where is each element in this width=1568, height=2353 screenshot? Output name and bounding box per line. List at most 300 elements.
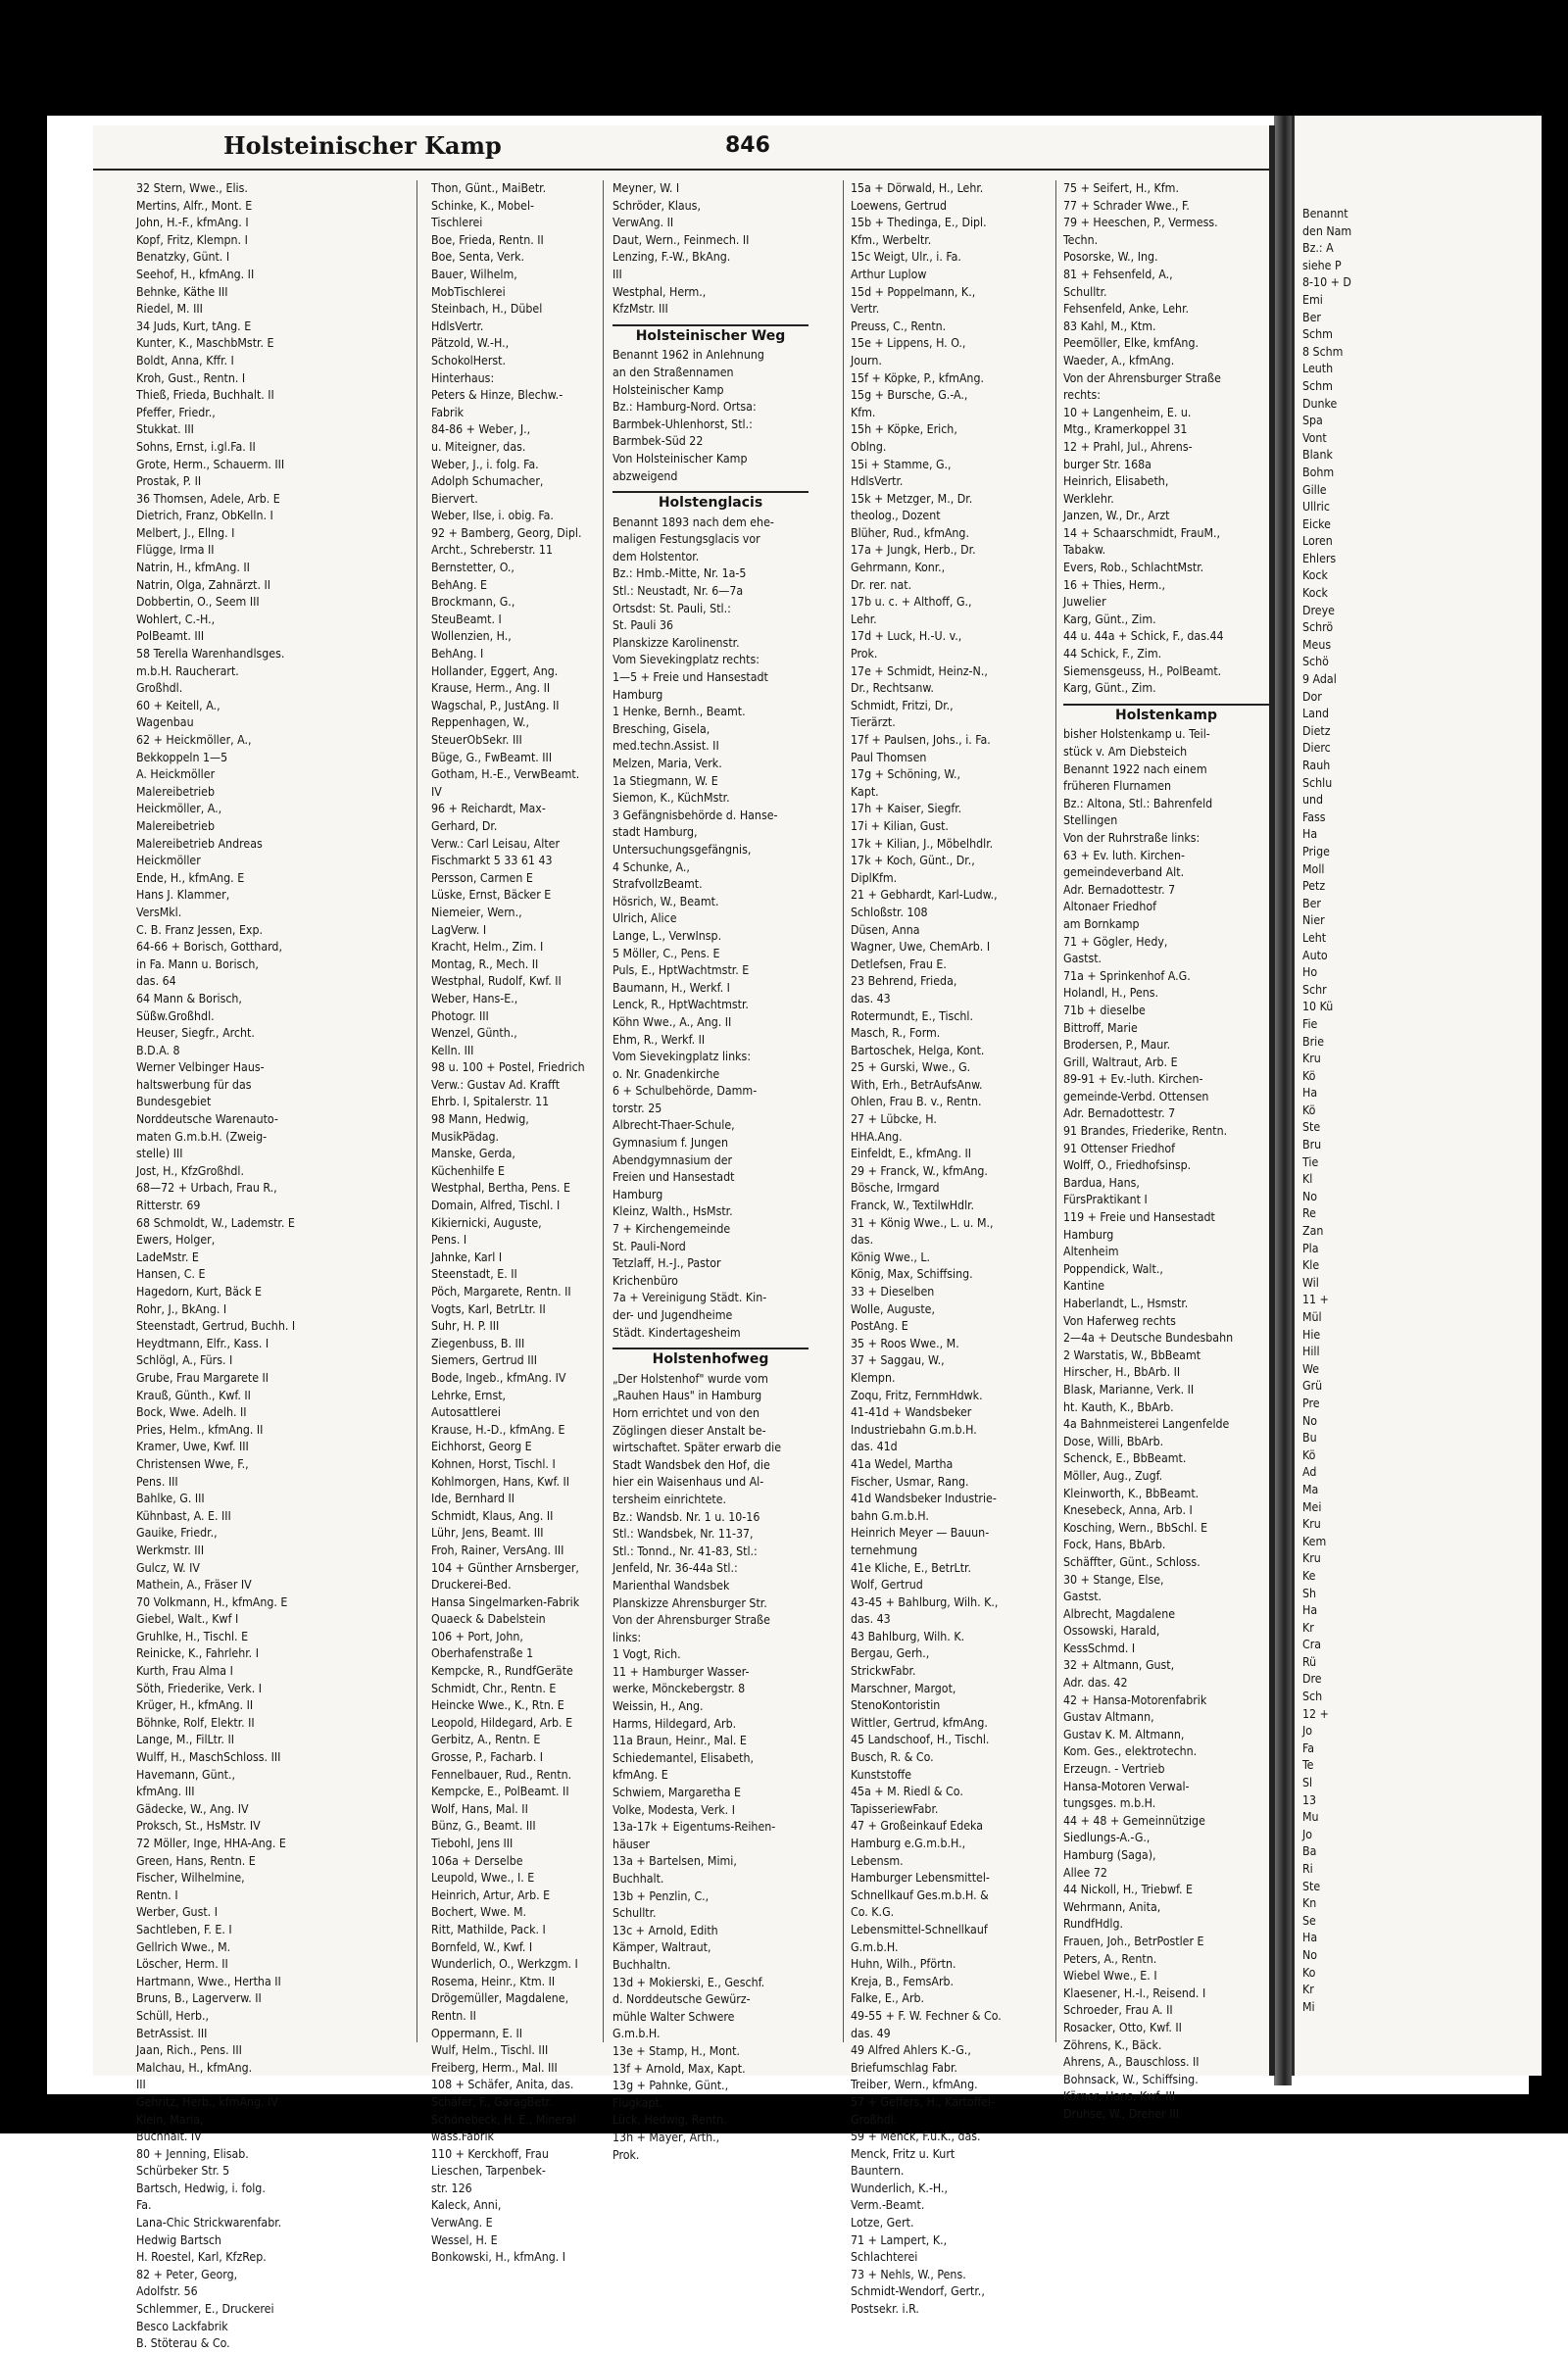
directory-entry-line: Schürbeker Str. 5: [136, 2164, 230, 2179]
directory-entry-line: tungsges. m.b.H.: [1063, 1796, 1156, 1811]
directory-entry-line: Leopold, Hildegard, Arb. E: [431, 1715, 573, 1730]
directory-entry-line: Gastst.: [1063, 1590, 1102, 1604]
directory-entry-line: Heickmöller, A.,: [136, 802, 222, 816]
directory-entry-line: Krause, Herm., Ang. II: [431, 681, 551, 696]
directory-page: [93, 125, 1269, 2351]
directory-entry-line: 15f + Köpke, P., kfmAng.: [851, 370, 984, 385]
directory-entry-line: 7 + Kirchengemeinde: [612, 1222, 731, 1237]
directory-entry-line: Thieß, Frieda, Buchhalt. II: [136, 388, 274, 403]
directory-entry-line: 17a + Jungk, Herb., Dr.: [851, 543, 976, 558]
directory-entry-line: Ber: [1302, 310, 1321, 324]
directory-entry-line: Wohlert, C.-H.,: [136, 612, 216, 626]
directory-entry-line: Planskizze Karolinenstr.: [612, 635, 740, 650]
directory-entry-line: Zan: [1302, 1224, 1324, 1239]
directory-entry-line: 1—5 + Freie und Hansestadt: [612, 670, 768, 685]
directory-entry-line: Bohm: [1302, 465, 1335, 479]
directory-entry-line: Gotham, H.-E., VerwBeamt.: [431, 767, 580, 782]
directory-entry-line: Re: [1302, 1206, 1316, 1221]
directory-entry-line: Ziegenbuss, B. III: [431, 1336, 525, 1350]
directory-entry-line: med.techn.Assist. II: [612, 739, 719, 754]
directory-entry-line: Rosema, Heinr., Ktm. II: [431, 1974, 556, 1988]
directory-entry-line: der- und Jugendheime: [612, 1308, 733, 1322]
directory-entry-line: Fa.: [136, 2198, 152, 2213]
directory-entry-line: Sh: [1302, 1586, 1317, 1600]
directory-entry-line: Großhdl.: [136, 681, 183, 696]
directory-entry-line: 1a Stiegmann, W. E: [612, 773, 718, 788]
directory-entry-line: Ba: [1302, 1844, 1317, 1859]
directory-entry-line: Marienthal Wandsbek: [612, 1578, 730, 1593]
directory-entry-line: Wulf, Helm., Tischl. III: [431, 2043, 549, 2058]
directory-entry-line: Ulrich, Alice: [612, 911, 677, 926]
directory-entry-line: Wagenbau: [136, 715, 194, 730]
directory-entry-line: „Rauhen Haus" in Hamburg: [612, 1389, 762, 1403]
directory-entry-line: dem Holstentor.: [612, 549, 700, 564]
directory-entry-line: Kunter, K., MaschbMstr. E: [136, 336, 274, 351]
directory-entry-line: Kö: [1302, 1103, 1316, 1117]
directory-entry-line: 89-91 + Ev.-luth. Kirchen-: [1063, 1072, 1203, 1087]
page-number: 846: [725, 133, 770, 158]
directory-entry-line: 82 + Peter, Georg,: [136, 2267, 238, 2281]
directory-entry-line: Zöglingen dieser Anstalt be-: [612, 1423, 766, 1438]
directory-entry-line: 62 + Heickmöller, A.,: [136, 733, 252, 747]
directory-entry-line: B.D.A. 8: [136, 1043, 180, 1057]
directory-entry-line: Leupold, Wwe., I. E: [431, 1871, 535, 1886]
directory-entry-line: Hans J. Klammer,: [136, 888, 230, 903]
directory-entry-line: Emi: [1302, 292, 1323, 307]
directory-entry-line: Kelln. III: [431, 1043, 474, 1057]
directory-entry-line: Dreye: [1302, 603, 1335, 617]
directory-entry-line: Mu: [1302, 1810, 1319, 1825]
directory-entry-line: 12 + Prahl, Jul., Ahrens-: [1063, 439, 1193, 454]
directory-entry-line: SchokolHerst.: [431, 353, 506, 368]
directory-entry-line: Bartoschek, Helga, Kont.: [851, 1043, 985, 1057]
directory-entry-line: Werkmstr. III: [136, 1543, 205, 1557]
directory-entry-line: burger Str. 168a: [1063, 457, 1152, 471]
directory-entry-line: Lüske, Ernst, Bäcker E: [431, 888, 552, 903]
directory-entry-line: Puls, E., HptWachtmstr. E: [612, 963, 750, 978]
directory-entry-line: 36 Thomsen, Adele, Arb. E: [136, 491, 280, 506]
directory-entry-line: Treiber, Wern., kfmAng.: [851, 2078, 978, 2092]
directory-entry-line: Preuss, C., Rentn.: [851, 319, 947, 333]
directory-entry-line: Schenck, E., BbBeamt.: [1063, 1451, 1187, 1466]
directory-entry-line: Blank: [1302, 448, 1333, 463]
directory-entry-line: Gerhard, Dr.: [431, 818, 498, 833]
directory-entry-line: Heickmöller: [136, 854, 201, 868]
directory-entry-line: Malereibetrieb: [136, 818, 215, 833]
directory-entry-line: Janzen, W., Dr., Arzt: [1063, 509, 1170, 523]
directory-entry-line: König, Max, Schiffsing.: [851, 1267, 973, 1282]
directory-entry-line: 91 Ottenser Friedhof: [1063, 1141, 1176, 1155]
directory-entry-line: Fischer, Usmar, Rang.: [851, 1474, 969, 1489]
directory-entry-line: Städt. Kindertagesheim: [612, 1325, 741, 1340]
directory-entry-line: Oberhafenstraße 1: [431, 1646, 534, 1661]
directory-entry-line: Steenstadt, E. II: [431, 1267, 517, 1282]
directory-entry-line: Wolff, O., Friedhofsinsp.: [1063, 1158, 1192, 1173]
directory-entry-line: 7a + Vereinigung Städt. Kin-: [612, 1291, 767, 1305]
directory-entry-line: Wenzel, Günth.,: [431, 1026, 517, 1041]
directory-entry-line: Albrecht, Magdalene: [1063, 1606, 1176, 1621]
directory-entry-line: Vertr.: [851, 302, 880, 317]
directory-entry-line: Peemöller, Elke, kmfAng.: [1063, 336, 1199, 351]
street-heading: Holstenglacis: [612, 491, 808, 513]
directory-entry-line: 81 + Fehsenfeld, A.,: [1063, 267, 1173, 281]
directory-entry-line: Schrö: [1302, 620, 1334, 635]
directory-entry-line: Suhr, H. P. III: [431, 1319, 500, 1334]
directory-entry-line: Ha: [1302, 827, 1318, 842]
directory-entry-line: 17g + Schöning, W.,: [851, 767, 960, 782]
directory-entry-line: Jo: [1302, 1827, 1313, 1841]
directory-entry-line: 13: [1302, 1792, 1317, 1807]
directory-entry-line: Seehof, H., kfmAng. II: [136, 267, 255, 281]
directory-entry-line: Rü: [1302, 1654, 1317, 1669]
directory-entry-line: Malereibetrieb: [136, 784, 215, 799]
directory-entry-line: 12 +: [1302, 1706, 1329, 1721]
directory-entry-line: Von Holsteinischer Kamp: [612, 451, 748, 466]
directory-entry-line: Barmbek-Uhlenhorst, Stl.:: [612, 417, 753, 431]
directory-entry-line: Westphal, Bertha, Pens. E: [431, 1181, 570, 1196]
directory-entry-line: 60 + Keitell, A.,: [136, 698, 220, 712]
directory-entry-line: Krauß, Günth., Kwf. II: [136, 1388, 251, 1402]
directory-entry-line: Wessel, H. E: [431, 2232, 498, 2247]
directory-entry-line: Grü: [1302, 1379, 1323, 1394]
running-title: Holsteinischer Kamp: [223, 131, 502, 160]
directory-entry-line: 4 Schunke, A.,: [612, 859, 690, 874]
directory-entry-line: Lück, Hedwig, Rentn.: [612, 2113, 727, 2128]
directory-entry-line: Leuth: [1302, 362, 1334, 376]
directory-entry-line: Siemensgeuss, H., PolBeamt.: [1063, 663, 1222, 678]
directory-entry-line: o. Nr. Gnadenkirche: [612, 1066, 720, 1081]
directory-entry-line: Wiebel Wwe., E. I: [1063, 1969, 1157, 1984]
directory-entry-line: Dierc: [1302, 741, 1331, 756]
directory-entry-line: kfmAng. E: [612, 1768, 668, 1783]
directory-entry-line: Holsteinischer Kamp: [612, 382, 724, 397]
directory-entry-line: Gulcz, W. IV: [136, 1560, 200, 1575]
directory-entry-line: Froh, Rainer, VersAng. III: [431, 1543, 564, 1557]
directory-entry-line: links:: [612, 1630, 642, 1644]
directory-entry-line: Stadt Wandsbek den Hof, die: [612, 1457, 770, 1472]
directory-entry-line: Bruns, B., Lagerverw. II: [136, 1991, 262, 2006]
directory-entry-line: Eicke: [1302, 516, 1331, 531]
directory-entry-line: Hollander, Eggert, Ang.: [431, 663, 559, 678]
directory-entry-line: Bz.: A: [1302, 241, 1334, 256]
directory-entry-line: Evers, Rob., SchlachtMstr.: [1063, 561, 1204, 575]
directory-entry-line: Auto: [1302, 948, 1328, 962]
directory-entry-line: 64 Mann & Borisch,: [136, 991, 242, 1005]
directory-entry-line: Schäffter, Günt., Schloss.: [1063, 1554, 1200, 1569]
directory-entry-line: 32 + Altmann, Gust,: [1063, 1658, 1175, 1673]
directory-entry-line: Quaeck & Dabelstein: [431, 1612, 546, 1627]
directory-entry-line: Ehm, R., Werkf. II: [612, 1032, 706, 1047]
directory-entry-line: Vom Sievekingplatz links:: [612, 1050, 752, 1064]
directory-entry-line: Kl: [1302, 1172, 1313, 1187]
directory-entry-line: Sch: [1302, 1690, 1323, 1704]
directory-entry-line: Kunststoffe: [851, 1767, 912, 1782]
directory-entry-line: Dor: [1302, 689, 1322, 704]
directory-entry-line: Besco Lackfabrik: [136, 2319, 228, 2333]
directory-entry-line: Domain, Alfred, Tischl. I: [431, 1199, 561, 1213]
directory-entry-line: Wulff, H., MaschSchloss. III: [136, 1750, 281, 1765]
directory-entry-line: das.: [851, 1233, 874, 1248]
directory-entry-line: Bittroff, Marie: [1063, 1020, 1138, 1035]
directory-entry-line: Knesebeck, Anna, Arb. I: [1063, 1503, 1193, 1518]
directory-entry-line: Stl.: Wandsbek, Nr. 11-37,: [612, 1527, 754, 1542]
directory-entry-line: das. 43: [851, 991, 891, 1005]
directory-entry-line: Werner Velbinger Haus-: [136, 1060, 265, 1075]
directory-entry-line: Großhdl.: [851, 2112, 898, 2127]
directory-entry-line: bisher Holstenkamp u. Teil-: [1063, 727, 1210, 742]
directory-entry-line: „Der Holstenhof" wurde vom: [612, 1371, 768, 1386]
directory-entry-line: maligen Festungsglacis vor: [612, 532, 760, 547]
directory-entry-line: 13e + Stamp, H., Mont.: [612, 2043, 740, 2058]
directory-entry-line: 23 Behrend, Frieda,: [851, 974, 957, 989]
directory-entry-line: Techn.: [1063, 232, 1099, 247]
directory-entry-line: Franck, W., TextilwHdlr.: [851, 1199, 975, 1213]
directory-entry-line: Möller, Aug., Zugf.: [1063, 1468, 1163, 1483]
directory-entry-line: stadt Hamburg,: [612, 825, 698, 840]
next-page-edge: [1292, 116, 1542, 2076]
directory-entry-line: 72 Möller, Inge, HHA-Ang. E: [136, 1837, 286, 1850]
directory-entry-line: 41e Kliche, E., BetrLtr.: [851, 1560, 971, 1575]
directory-entry-line: Photogr. III: [431, 1008, 489, 1023]
directory-entry-line: Horn errichtet und von den: [612, 1405, 760, 1420]
directory-entry-line: 98 u. 100 + Postel, Friedrich: [431, 1060, 585, 1075]
directory-entry-line: Kem: [1302, 1534, 1327, 1548]
directory-entry-line: Jost, H., KfzGroßhdl.: [136, 1163, 244, 1178]
directory-entry-line: 8 Schm: [1302, 344, 1344, 359]
directory-entry-line: Norddeutsche Warenauto-: [136, 1112, 278, 1127]
directory-entry-line: Benannt 1962 in Anlehnung: [612, 348, 764, 363]
directory-entry-line: Pfeffer, Friedr.,: [136, 405, 216, 419]
directory-entry-line: Wagschal, P., JustAng. II: [431, 698, 560, 712]
directory-entry-line: No: [1302, 1947, 1318, 1962]
directory-entry-line: Freien und Hansestadt: [612, 1170, 735, 1185]
running-head: [93, 125, 1269, 171]
directory-entry-line: torstr. 25: [612, 1101, 662, 1115]
directory-entry-line: Schönebeck, H. E., Mineral: [431, 2112, 576, 2127]
directory-entry-line: Pens. III: [136, 1474, 178, 1489]
directory-entry-line: Einfeldt, E., kfmAng. II: [851, 1147, 971, 1161]
directory-entry-line: Dobbertin, O., Seem III: [136, 595, 260, 610]
directory-entry-line: Bohnsack, W., Schiffsing.: [1063, 2072, 1199, 2086]
directory-entry-line: Pens. I: [431, 1233, 467, 1248]
directory-entry-line: Leht: [1302, 930, 1327, 945]
directory-entry-line: Moll: [1302, 861, 1325, 876]
directory-entry-line: Hamburg: [1063, 1227, 1114, 1242]
directory-entry-line: Schäfer, F., GaragBetr.: [431, 2094, 553, 2109]
directory-entry-line: Kru: [1302, 1517, 1321, 1532]
directory-entry-line: Kleinworth, K., BbBeamt.: [1063, 1486, 1200, 1500]
directory-entry-line: Loewens, Gertrud: [851, 198, 948, 213]
directory-entry-line: Wunderlich, K.-H.,: [851, 2181, 949, 2195]
directory-entry-line: Giebel, Walt., Kwf I: [136, 1612, 239, 1627]
directory-entry-line: G.m.b.H.: [851, 1939, 899, 1954]
directory-entry-line: Kom. Ges., elektrotechn.: [1063, 1744, 1198, 1759]
directory-entry-line: Meus: [1302, 637, 1332, 652]
directory-entry-line: Löscher, Herm. II: [136, 1957, 228, 1972]
directory-entry-line: Klein, Maria,: [136, 2112, 204, 2127]
directory-entry-line: 13a + Bartelsen, Mimi,: [612, 1854, 737, 1869]
directory-entry-line: Bornfeld, W., Kwf. I: [431, 1939, 533, 1954]
directory-entry-line: Druhse, W., Dreher III: [1063, 2106, 1180, 2121]
directory-entry-line: Ortsdst: St. Pauli, Stl.:: [612, 601, 731, 615]
directory-entry-line: Tischlerei: [431, 216, 483, 230]
directory-entry-line: tersheim einrichtete.: [612, 1492, 727, 1506]
directory-entry-line: Wolle, Auguste,: [851, 1301, 936, 1316]
directory-entry-line: 31 + König Wwe., L. u. M.,: [851, 1215, 994, 1230]
directory-entry-line: Busch, R. & Co.: [851, 1750, 934, 1765]
directory-entry-line: Te: [1302, 1758, 1314, 1773]
directory-entry-line: Lehr.: [851, 612, 877, 626]
directory-entry-line: Posorske, W., Ing.: [1063, 250, 1158, 265]
directory-entry-line: 21 + Gebhardt, Karl-Ludw.,: [851, 888, 998, 903]
directory-entry-line: VerwAng. E: [431, 2216, 493, 2230]
directory-entry-line: Vogts, Karl, BetrLtr. II: [431, 1301, 546, 1316]
directory-entry-line: Stukkat. III: [136, 422, 194, 437]
directory-entry-line: Detlefsen, Frau E.: [851, 956, 947, 971]
directory-entry-line: Ullric: [1302, 500, 1330, 515]
directory-entry-line: Bauer, Wilhelm,: [431, 267, 517, 281]
directory-entry-line: 104 + Günther Arnsberger,: [431, 1560, 579, 1575]
directory-entry-line: Schnellkauf Ges.m.b.H. &: [851, 1887, 989, 1902]
directory-entry-line: Kock: [1302, 586, 1328, 601]
directory-entry-line: Siemon, K., KüchMstr.: [612, 791, 730, 806]
directory-entry-line: 84-86 + Weber, J.,: [431, 422, 531, 437]
directory-entry-line: Jo: [1302, 1724, 1313, 1739]
directory-entry-line: 9 Adal: [1302, 672, 1337, 687]
directory-entry-line: Huhn, Wilh., Pförtn.: [851, 1957, 956, 1972]
directory-entry-line: Fock, Hans, BbArb.: [1063, 1538, 1166, 1552]
directory-entry-line: 58 Terella Warenhandlsges.: [136, 647, 285, 662]
directory-entry-line: Wil: [1302, 1275, 1319, 1290]
directory-entry-line: Benannt 1893 nach dem ehe-: [612, 515, 774, 529]
directory-entry-line: Gellrich Wwe., M.: [136, 1939, 231, 1954]
directory-entry-line: Kurth, Frau Alma I: [136, 1664, 233, 1679]
directory-entry-line: Hansen, C. E: [136, 1267, 206, 1282]
directory-entry-line: Falke, E., Arb.: [851, 1991, 925, 2006]
directory-entry-line: LagVerw. I: [431, 922, 487, 937]
directory-entry-line: VerwAng. II: [612, 216, 674, 230]
directory-entry-line: Verw.: Carl Leisau, Alter: [431, 836, 561, 851]
directory-entry-line: Rentn. I: [136, 1887, 178, 1902]
directory-entry-line: 33 + Dieselben: [851, 1285, 935, 1299]
directory-entry-line: Dr., Rechtsanw.: [851, 681, 934, 696]
directory-entry-line: 10 Kü: [1302, 1000, 1334, 1014]
directory-entry-line: werke, Mönckebergstr. 8: [612, 1682, 746, 1696]
directory-entry-line: ternehmung: [851, 1543, 918, 1557]
directory-entry-line: No: [1302, 1413, 1318, 1428]
directory-entry-line: Krichenbüro: [612, 1273, 678, 1288]
directory-entry-line: Zöhrens, K., Bäck.: [1063, 2037, 1162, 2052]
directory-entry-line: Hirscher, H., BbArb. II: [1063, 1365, 1181, 1380]
directory-entry-line: Heuser, Siegfr., Archt.: [136, 1026, 255, 1041]
directory-entry-line: Reppenhagen, W.,: [431, 715, 530, 730]
directory-entry-line: Ha: [1302, 1086, 1318, 1101]
directory-entry-line: 49-55 + F. W. Fechner & Co.: [851, 2008, 1002, 2023]
directory-entry-line: Bernstetter, O.,: [431, 561, 514, 575]
directory-entry-line: Hamburg (Saga),: [1063, 1848, 1156, 1862]
street-heading: Holstenkamp: [1063, 704, 1269, 725]
directory-entry-line: Planskizze Ahrensburger Str.: [612, 1595, 767, 1610]
directory-entry-line: 71b + dieselbe: [1063, 1003, 1146, 1017]
directory-entry-line: Schmidt-Wendorf, Gertr.,: [851, 2284, 985, 2299]
scan-border-left: [0, 0, 47, 2133]
directory-entry-line: Böhnke, Rolf, Elektr. II: [136, 1715, 255, 1730]
directory-entry-line: Schlögl, A., Fürs. I: [136, 1353, 233, 1368]
directory-entry-line: Peters & Hinze, Blechw.-: [431, 388, 564, 403]
directory-entry-line: 71a + Sprinkenhof A.G.: [1063, 968, 1191, 983]
directory-entry-line: Dietz: [1302, 723, 1331, 738]
directory-entry-line: 15i + Stamme, G.,: [851, 457, 952, 471]
directory-entry-line: StenoKontoristin: [851, 1698, 941, 1713]
directory-entry-line: Hagedorn, Kurt, Bäck E: [136, 1285, 263, 1299]
directory-entry-line: Gerbitz, A., Rentn. E: [431, 1733, 541, 1747]
directory-entry-line: 71 + Lampert, K.,: [851, 2232, 948, 2247]
directory-entry-line: Kle: [1302, 1258, 1320, 1273]
directory-entry-line: 47 + Großeinkauf Edeka: [851, 1819, 984, 1834]
directory-entry-line: 17d + Luck, H.-U. v.,: [851, 629, 962, 644]
directory-entry-line: das. 49: [851, 2026, 891, 2040]
directory-entry-line: Steenstadt, Gertrud, Buchh. I: [136, 1319, 296, 1334]
directory-entry-line: 37 + Saggau, W.,: [851, 1353, 945, 1368]
directory-entry-line: Ste: [1302, 1120, 1321, 1135]
directory-entry-line: Lenzing, F.-W., BkAng.: [612, 250, 731, 265]
directory-entry-line: Baumann, H., Werkf. I: [612, 980, 730, 995]
directory-entry-line: Vom Sievekingplatz rechts:: [612, 653, 760, 667]
directory-entry-line: Kr: [1302, 1620, 1314, 1635]
directory-entry-line: Weber, Ilse, i. obig. Fa.: [431, 509, 554, 523]
directory-entry-line: Stellingen: [1063, 813, 1118, 828]
directory-entry-line: Lange, M., FilLtr. II: [136, 1733, 234, 1747]
directory-entry-line: Dunke: [1302, 396, 1338, 411]
directory-entry-line: Kantine: [1063, 1279, 1105, 1294]
directory-entry-line: Pries, Helm., kfmAng. II: [136, 1422, 264, 1437]
directory-entry-line: Schmidt, Chr., Rentn. E: [431, 1681, 557, 1695]
directory-entry-line: Küchenhilfe E: [431, 1163, 505, 1178]
directory-entry-line: Kohnen, Horst, Tischl. I: [431, 1456, 556, 1471]
directory-entry-line: Gädecke, W., Ang. IV: [136, 1801, 249, 1816]
directory-entry-line: Tierärzt.: [851, 715, 896, 730]
directory-entry-line: 106a + Derselbe: [431, 1853, 523, 1868]
directory-entry-line: 43-45 + Bahlburg, Wilh. K.,: [851, 1594, 999, 1609]
directory-entry-line: kfmAng. III: [136, 1785, 195, 1799]
directory-entry-line: Heinrich, Elisabeth,: [1063, 474, 1169, 489]
directory-entry-line: Grube, Frau Margarete II: [136, 1370, 270, 1385]
directory-entry-line: Hansa-Motoren Verwal-: [1063, 1779, 1190, 1793]
directory-entry-line: G.m.b.H.: [612, 2027, 661, 2041]
directory-entry-line: Süßw.Großhdl.: [136, 1008, 215, 1023]
directory-entry-line: DiplKfm.: [851, 870, 898, 885]
directory-entry-line: 79 + Heeschen, P., Vermess.: [1063, 216, 1218, 230]
directory-entry-line: 17k + Koch, Günt., Dr.,: [851, 854, 975, 868]
directory-entry-line: Lenck, R., HptWachtmstr.: [612, 998, 749, 1012]
directory-entry-line: 80 + Jenning, Elisab.: [136, 2146, 249, 2161]
directory-entry-line: 30 + Stange, Else,: [1063, 1572, 1164, 1587]
column-rule: [416, 180, 417, 2042]
directory-entry-line: häuser: [612, 1837, 650, 1851]
directory-entry-line: 91 Brandes, Friederike, Rentn.: [1063, 1124, 1228, 1139]
directory-entry-line: 17k + Kilian, J., Möbelhdlr.: [851, 836, 994, 851]
directory-entry-line: Schwiem, Margaretha E: [612, 1786, 742, 1800]
directory-entry-line: 15h + Köpke, Erich,: [851, 422, 957, 437]
directory-entry-line: Boe, Senta, Verk.: [431, 250, 525, 265]
column-1: [136, 180, 342, 2351]
directory-entry-line: 15g + Bursche, G.-A.,: [851, 388, 968, 403]
directory-entry-line: 64-66 + Borisch, Gotthard,: [136, 940, 282, 955]
directory-entry-line: 71 + Gögler, Hedy,: [1063, 934, 1168, 949]
directory-entry-line: 119 + Freie und Hansestadt: [1063, 1210, 1215, 1225]
directory-entry-line: Reinicke, K., Fahrlehr. I: [136, 1646, 259, 1661]
directory-entry-line: Se: [1302, 1913, 1316, 1928]
